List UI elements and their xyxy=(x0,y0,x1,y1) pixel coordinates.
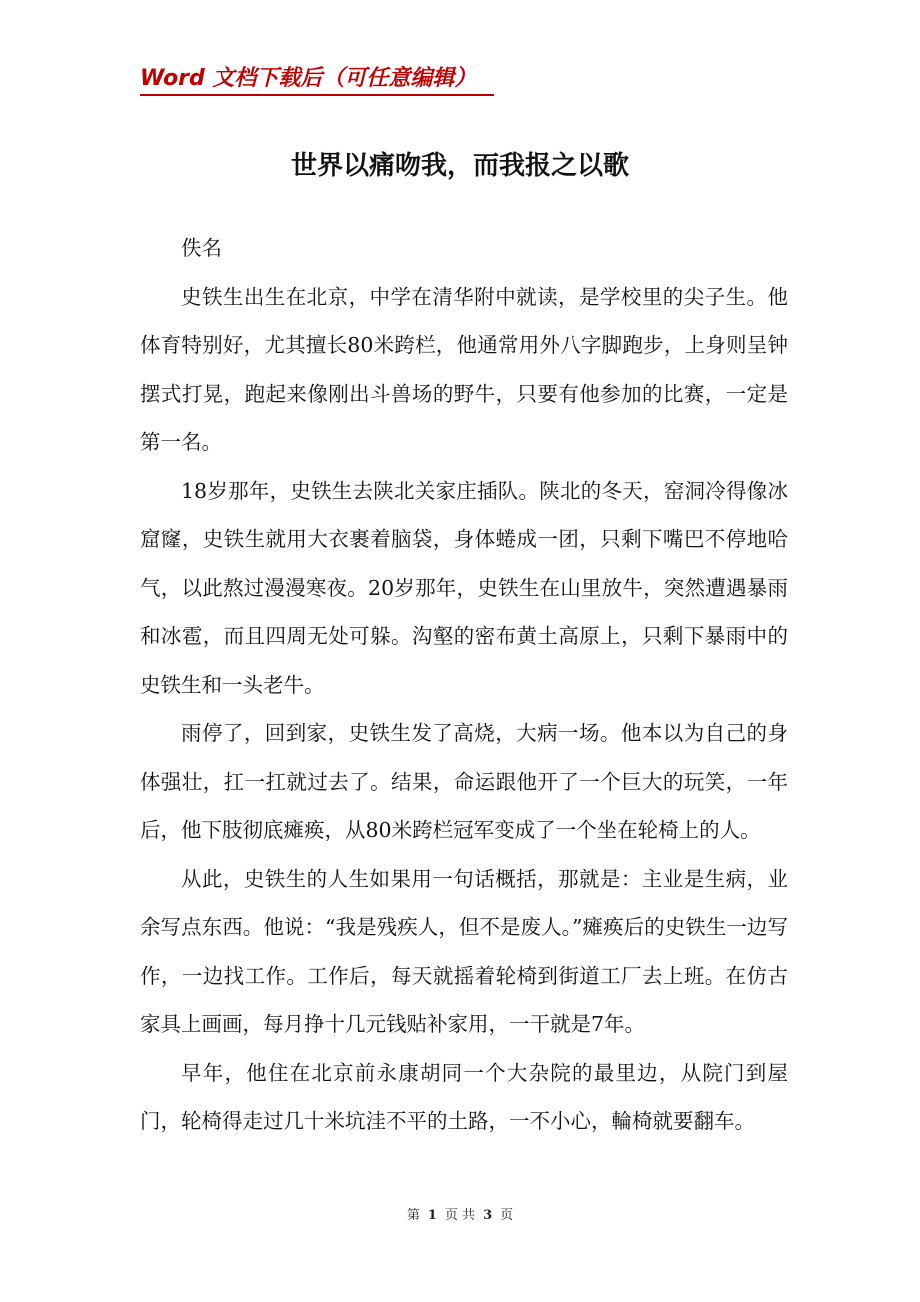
document-body xyxy=(140,224,788,1146)
footer-total-pages: 3 xyxy=(483,1208,493,1223)
paragraph: 18岁那年，史铁生去陕北关家庄插队。陕北的冬天，窑洞冷得像冰窟窿，史铁生就用大衣裹着脑袋，身体蜷成一团，只剩下嘴巴不停地哈气，以此熬过漫漫寒夜。20岁那年，史铁生在山里放牛，突然遭遇暴雨和冰雹，而且四周无处可躲。沟壑的密布黄土高原上，只剩下暴雨中的史铁生和一头老牛。 xyxy=(140,478,788,697)
author-line: 佚名 xyxy=(181,236,222,260)
paragraph: 史铁生出生在北京，中学在清华附中就读，是学校里的尖子生。他体育特别好，尤其擅长80米跨栏，他通常用外八字脚跑步，上身则呈钟摆式打晃，跑起来像刚出斗兽场的野牛，只要有他参加的比赛，一定是第一名。 xyxy=(140,284,788,454)
header-text: Word 文档下载后（可任意编辑） xyxy=(140,66,477,91)
paragraph: 从此，史铁生的人生如果用一句话概括，那就是：主业是生病，业余写点东西。他说：“我是残疾人，但不是废人。”瘫痪后的史铁生一边写作，一边找工作。工作后，每天就摇着轮椅到街道工厂去上班。在仿古家具上画画，每月挣十几元钱贴补家用，一干就是7年。 xyxy=(140,866,788,1036)
footer-page-mid: 页 共 xyxy=(444,1208,476,1223)
footer-current-page: 1 xyxy=(427,1208,437,1223)
paragraph: 早年，他住在北京前永康胡同一个大杂院的最里边，从院门到屋门，轮椅得走过几十米坑洼不平的土路，一不小心，輪椅就要翻车。 xyxy=(140,1060,788,1133)
page-footer xyxy=(0,1206,920,1226)
document-title: 世界以痛吻我，而我报之以歌 xyxy=(290,151,629,181)
paragraph: 雨停了，回到家，史铁生发了高烧，大病一场。他本以为自己的身体强壮，扛一扛就过去了。结果，命运跟他开了一个巨大的玩笑，一年后，他下肢彻底瘫痪，从80米跨栏冠军变成了一个坐在轮椅上的人。 xyxy=(140,721,788,842)
download-header xyxy=(140,64,494,98)
footer-page-suffix: 页 xyxy=(500,1208,514,1223)
footer-page-prefix: 第 xyxy=(406,1208,420,1223)
header-underline xyxy=(140,94,494,96)
